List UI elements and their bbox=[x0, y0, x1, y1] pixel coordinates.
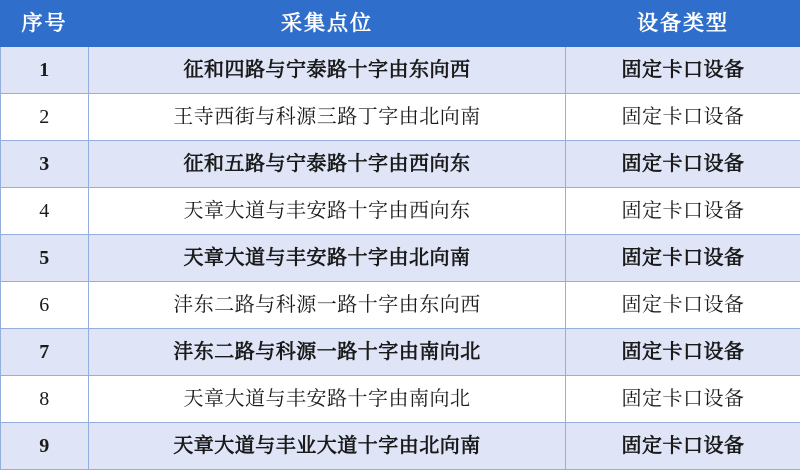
cell-location: 征和五路与宁泰路十字由西向东 bbox=[89, 141, 566, 188]
table-row bbox=[1, 235, 800, 282]
cell-device-type: 固定卡口设备 bbox=[566, 376, 800, 423]
cell-location: 天章大道与丰安路十字由北向南 bbox=[89, 235, 566, 282]
table-header-row bbox=[1, 1, 800, 47]
cell-index: 3 bbox=[1, 141, 89, 188]
table-row bbox=[1, 47, 800, 94]
table-row bbox=[1, 94, 800, 141]
table-row bbox=[1, 423, 800, 470]
cell-device-type: 固定卡口设备 bbox=[566, 94, 800, 141]
table-header bbox=[1, 1, 800, 47]
cell-device-type: 固定卡口设备 bbox=[566, 329, 800, 376]
column-header-location: 采集点位 bbox=[89, 1, 566, 47]
column-header-index: 序号 bbox=[1, 1, 89, 47]
cell-location: 王寺西街与科源三路丁字由北向南 bbox=[89, 94, 566, 141]
cell-index: 1 bbox=[1, 47, 89, 94]
cell-location: 征和四路与宁泰路十字由东向西 bbox=[89, 47, 566, 94]
cell-device-type: 固定卡口设备 bbox=[566, 188, 800, 235]
cell-index: 2 bbox=[1, 94, 89, 141]
table-row bbox=[1, 188, 800, 235]
cell-location: 天章大道与丰安路十字由西向东 bbox=[89, 188, 566, 235]
cell-location: 天章大道与丰业大道十字由北向南 bbox=[89, 423, 566, 470]
cell-index: 4 bbox=[1, 188, 89, 235]
cell-device-type: 固定卡口设备 bbox=[566, 423, 800, 470]
cell-location: 沣东二路与科源一路十字由东向西 bbox=[89, 282, 566, 329]
table-row bbox=[1, 141, 800, 188]
table-row bbox=[1, 329, 800, 376]
column-header-device-type: 设备类型 bbox=[566, 1, 800, 47]
table-row bbox=[1, 282, 800, 329]
cell-location: 沣东二路与科源一路十字由南向北 bbox=[89, 329, 566, 376]
cell-index: 7 bbox=[1, 329, 89, 376]
cell-location: 天章大道与丰安路十字由南向北 bbox=[89, 376, 566, 423]
cell-index: 9 bbox=[1, 423, 89, 470]
table-row bbox=[1, 376, 800, 423]
cell-index: 5 bbox=[1, 235, 89, 282]
table-body bbox=[1, 47, 800, 470]
cell-index: 8 bbox=[1, 376, 89, 423]
cell-device-type: 固定卡口设备 bbox=[566, 47, 800, 94]
cell-index: 6 bbox=[1, 282, 89, 329]
cell-device-type: 固定卡口设备 bbox=[566, 235, 800, 282]
cell-device-type: 固定卡口设备 bbox=[566, 282, 800, 329]
cell-device-type: 固定卡口设备 bbox=[566, 141, 800, 188]
